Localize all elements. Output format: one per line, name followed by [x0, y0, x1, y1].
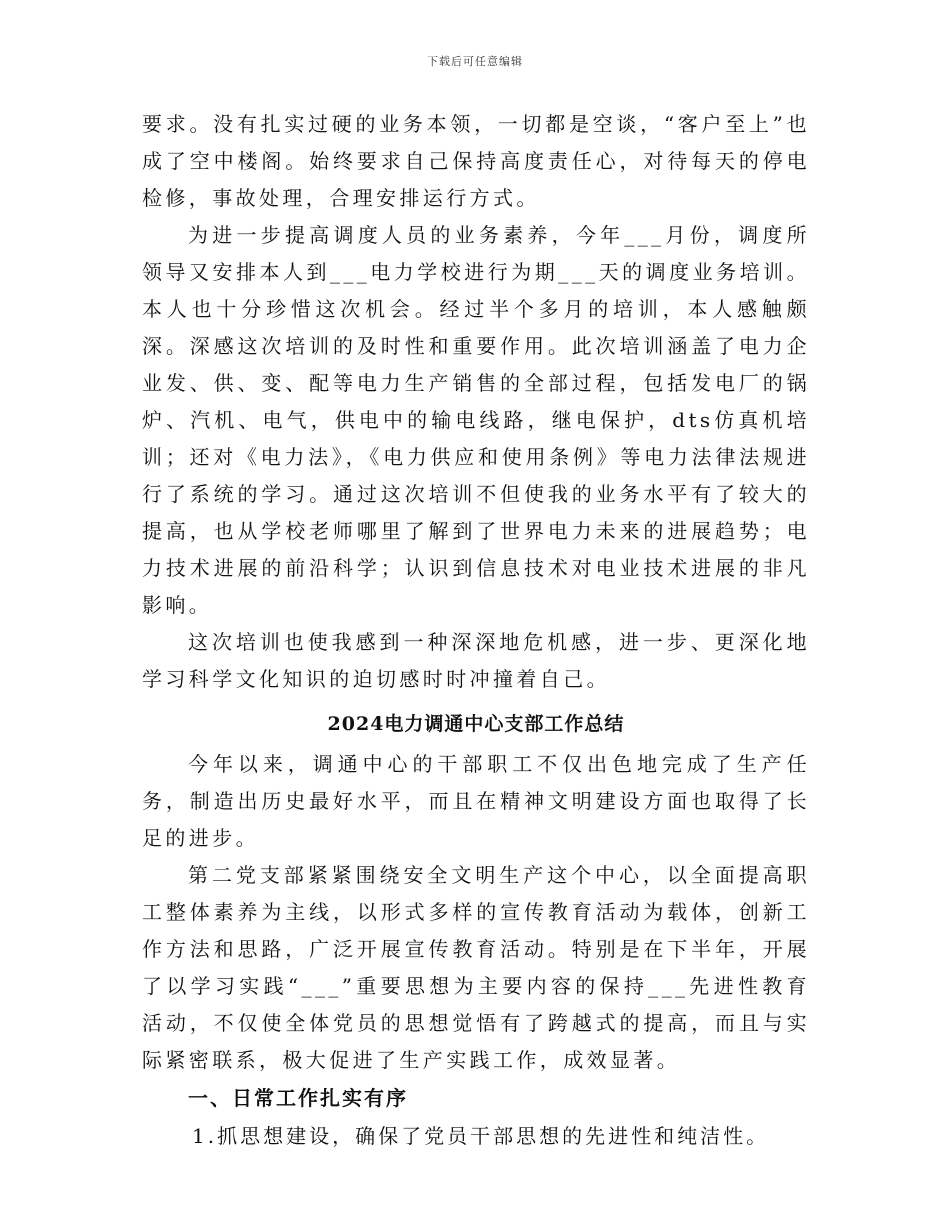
document-body	[142, 106, 810, 1155]
paragraph-crisis: 这次培训也使我感到一种深深地危机感，进一步、更深化地学习科学文化知识的迫切感时时冲撞着自己。	[142, 630, 810, 691]
paragraph-party-branch: 第二党支部紧紧围绕安全文明生产这个中心，以全面提高职工整体素养为主线，以形式多样的宣传教育活动为载体，创新工作方法和思路，广泛开展宣传教育活动。特别是在下半年，开展了以学习实践“___”重要思想为主要内容的保持___先进性教育活动，不仅使全体党员的思想觉悟有了跨越式的提高，而且与实际紧密联系，极大促进了生产实践工作，成效显著。	[142, 863, 810, 1072]
list-item: 1.抓思想建设，确保了党员干部思想的先进性和纯洁性。	[192, 1124, 770, 1148]
section-heading: 一、日常工作扎实有序	[188, 1086, 408, 1110]
paragraph-training: 为进一步提高调度人员的业务素养，今年___月份，调度所领导又安排本人到___电力学校进行为期___天的调度业务培训。本人也十分珍惜这次机会。经过半个多月的培训，本人感触颇深。深感这次培训的及时性和重要作用。此次培训涵盖了电力企业发、供、变、配等电力生产销售的全部过程，包括发电厂的锅炉、汽机、电气，供电中的输电线路，继电保护，dts仿真机培训；还对《电力法》，《电力供应和使用条例》等电力法律法规进行了系统的学习。通过这次培训不但使我的业务水平有了较大的提高，也从学校老师哪里了解到了世界电力未来的进展趋势；电力技术进展的前沿科学；认识到信息技术对电业技术进展的非凡影响。	[142, 223, 810, 617]
paragraph-intro: 今年以来，调通中心的干部职工不仅出色地完成了生产任务，制造出历史最好水平，而且在精神文明建设方面也取得了长足的进步。	[142, 752, 810, 850]
page-header-note: 下载后可任意编辑	[427, 55, 523, 68]
document-title: 2024电力调通中心支部工作总结	[327, 713, 625, 735]
paragraph-continuation: 要求。没有扎实过硬的业务本领，一切都是空谈，“客户至上”也成了空中楼阁。始终要求自己保持高度责任心，对待每天的停电检修，事故处理，合理安排运行方式。	[142, 112, 810, 210]
